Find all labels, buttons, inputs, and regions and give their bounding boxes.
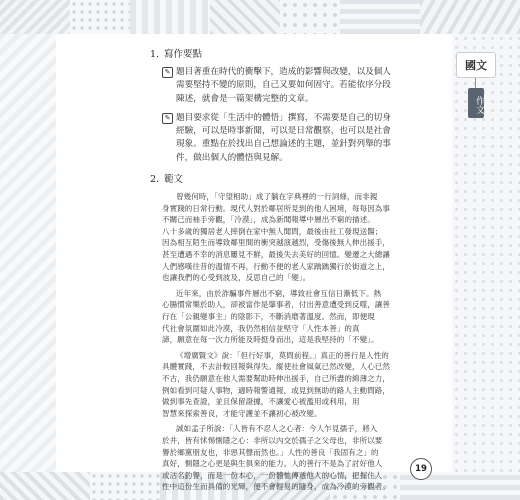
essay-paragraph-4 bbox=[162, 423, 440, 493]
point-2-line: 件，做出個人的體悟與見解。 bbox=[176, 152, 288, 163]
essay-line: 不關己而袖手旁觀，「冷漠」，成為新聞報導中層出不窮的描述。 bbox=[162, 215, 375, 225]
essay-line: 因為相互陌生而導致鄰里間的衝突越演越烈，受傷後無人伸出援手， bbox=[162, 238, 390, 248]
essay-line: 甚至遭遇不幸的消息屢見不鮮，最後失去美好的回憶。變遷之大總讓 bbox=[162, 250, 390, 260]
point-2-line: 題目要求從「生活中的體悟」撰寫，不需要是自己的切身 bbox=[176, 112, 391, 123]
essay-paragraph-3 bbox=[162, 350, 440, 420]
essay-line: 諦，願意在每一次力所能及時挺身而出，這是我堅持的「不變」。 bbox=[162, 335, 379, 345]
pencil-note-icon: ✎ bbox=[162, 113, 173, 124]
essay-line: 近年來，由於詐騙事件層出不窮，導致社會互信日漸低下。熱 bbox=[176, 288, 382, 298]
essay-paragraph-1 bbox=[162, 191, 440, 284]
essay-line: 心腸慣常樂於助人，卻被當作是肇事者，付出善意遭受到反噬，讓善 bbox=[162, 300, 390, 310]
chapter-tab-main: 國文 bbox=[456, 52, 496, 78]
point-1-line: 題目著重在時代的衝擊下，造成的影響與改變，以及個人 bbox=[176, 67, 391, 77]
essay-line: 《增廣賢文》說：「但行好事，莫問前程。」真正的善行是人性的 bbox=[176, 350, 389, 360]
essay-line: 譽於鄉黨朋友也，非惡其聲而然也。」人性的善良「我固有之」的 bbox=[162, 447, 379, 457]
point-1-line: 需要堅持不變的原則，自己又要如何固守。若能依序分段 bbox=[176, 80, 391, 91]
chapter-tab-sub: 作文 bbox=[468, 88, 484, 118]
page-content bbox=[150, 48, 440, 493]
left-decorative-strip bbox=[0, 34, 56, 472]
essay-line: 代社會氛圍如此冷漠，我仍然相信並堅守「人性本善」的真 bbox=[162, 323, 360, 333]
essay-line: 誠如孟子所說：「人皆有不忍人之心者：今人乍見孺子，將入 bbox=[176, 424, 378, 434]
chapter-tab[interactable] bbox=[456, 52, 496, 130]
section-2-title: 範文 bbox=[164, 174, 184, 186]
section-1-title: 寫作要點 bbox=[164, 49, 203, 60]
point-1-line: 陳述，就會是一篇架構完整的文章。 bbox=[176, 93, 314, 104]
section-2-heading bbox=[150, 173, 440, 187]
writing-point-2 bbox=[162, 112, 440, 165]
essay-line: 八十多歲的獨居老人摔倒在家中無人聞問，最後由社工發現送醫； bbox=[162, 226, 383, 236]
top-decorative-band bbox=[0, 0, 520, 34]
section-1-heading bbox=[150, 48, 440, 62]
essay-line: 性中這份生而具備的光輝，便不會輕易的隨身，成為冷漠的旁觀者。 bbox=[162, 482, 390, 492]
essay-paragraph-2 bbox=[162, 288, 440, 346]
essay-line: 或沽名釣譽，而是一份本心，一份體恤傳遞他人的心情，把握住人 bbox=[162, 470, 383, 480]
essay-line: 具體實踐，不去計較回報與得失。縱使社會風氣已然改變，人心已然 bbox=[162, 362, 390, 372]
essay-line: 做到事先查證，並且保留證據，不讓愛心被濫用或利用，用 bbox=[162, 397, 360, 407]
page-number: 19 bbox=[410, 458, 432, 480]
writing-point-1 bbox=[162, 66, 440, 106]
essay-line: 真好，惻隱之心更是與生俱來的能力。人的善行不是為了討好他人 bbox=[162, 459, 383, 469]
essay-line: 也讓我們的心受到波及，反思自己的「變」。 bbox=[162, 273, 311, 283]
essay-line: 身實踐的日常行動。現代人對於鄰居所見到的他人困境，每每因為事 bbox=[162, 203, 390, 213]
essay-line: 曾幾何時，「守望相助」成了躺在字典裡的一行詞條，而非親 bbox=[176, 192, 378, 202]
essay-line: 例如看到可疑人事物，適時報警通報，或見到無助的路人主動問路， bbox=[162, 385, 390, 395]
point-2-line: 經驗，可以是時事新聞，可以是日常觀察，也可以是社會 bbox=[176, 126, 391, 137]
essay-line: 智慧來探索善良，才能守護並不讓初心被改變。 bbox=[162, 408, 322, 418]
essay-line: 行在「公親變事主」的陰影下，不斷消磨著溫度。然而，即便現 bbox=[162, 312, 375, 322]
pencil-note-icon: ✎ bbox=[162, 67, 173, 78]
essay-line: 人們感嘆往昔的溫情不再，行動不便的老人家踽踽獨行於街道之上， bbox=[162, 261, 390, 271]
point-2-line: 現象。重點在於找出自己想論述的主題，並針對列舉的事 bbox=[176, 139, 391, 150]
essay-line: 於井，皆有怵惕惻隱之心：非所以內交於孺子之父母也，非所以要 bbox=[162, 435, 383, 445]
tab-connector bbox=[475, 78, 476, 88]
section-2-number: 2. bbox=[150, 174, 160, 186]
essay-line: 不古，我仍願意在他人需要幫助時伸出援手，自己所盡的綿薄之力， bbox=[162, 373, 390, 383]
section-1-number: 1. bbox=[150, 49, 160, 60]
